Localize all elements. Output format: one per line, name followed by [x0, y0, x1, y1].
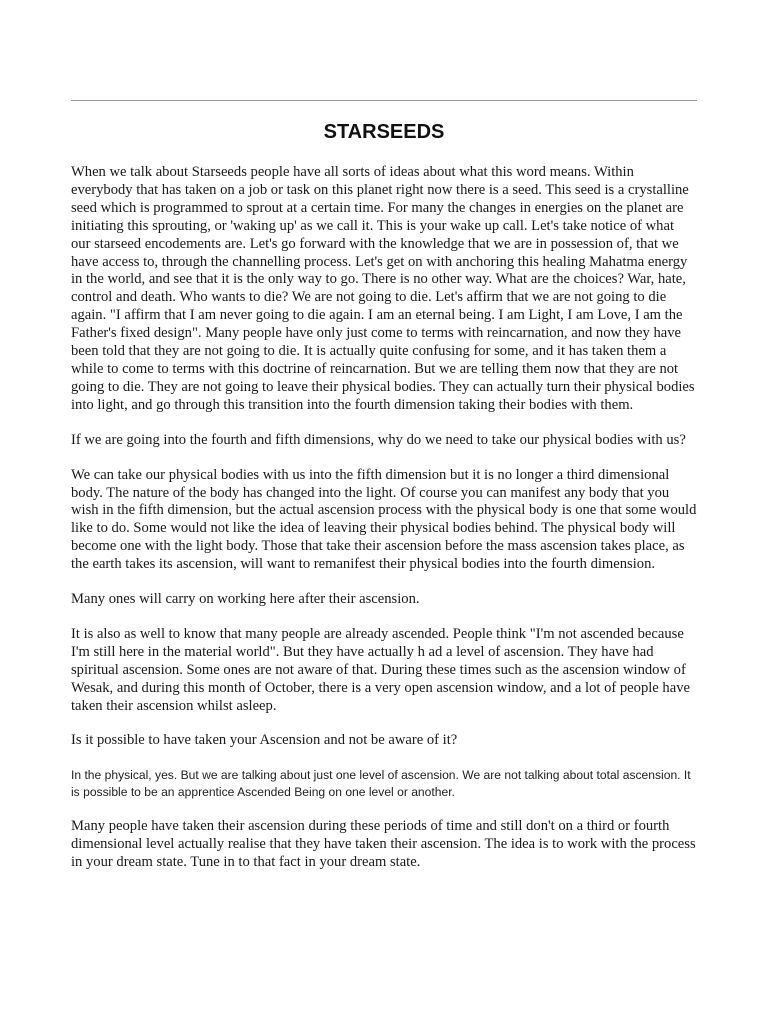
paragraph-answer-dimensions: We can take our physical bodies with us into the fifth dimension but it is no longer a third dimensional body. The nature of the body has changed into the light. Of course you can manifest any body that you wish in the fifth dimension, but the actual ascension process with the physical body is one that some would like to do. Some would not like the idea of leaving their physical bodies behind. The physical body will become one with the light body. Those that take their ascension before the mass ascension takes place, as the earth takes its ascension, will want to remanifest their physical bodies into the fourth dimension. [71, 466, 697, 573]
paragraph-question-awareness: Is it possible to have taken your Ascension and not be aware of it? [71, 732, 458, 749]
paragraph-intro: When we talk about Starseeds people have all sorts of ideas about what this word means. Within everybody that has taken on a job or task on this planet right now there is a seed. This seed is a crystalline seed which is programmed to sprout at a certain time. For many the changes in energies on the planet are initiating this sprouting, or 'waking up' as we call it. This is your wake up call. Let's take notice of what our starseed encodements are. Let's go forward with the knowledge that we are in possession of, that we have access to, through the channelling process. Let's get on with anchoring this healing Mahatma energy in the world, and see that it is the only way to go. There is no other way. What are the choices? War, hate, control and death. Who wants to die? We are not going to die. Let's affirm that we are not going to die again. "I affirm that I am never going to die again. I am an eternal being. I am Light, I am Love, I am the Father's fixed design". Many people have only just come to terms with reincarnation, and now they have been told that they are not going to die. It is actually quite confusing for some, and it has taken them a while to come to terms with this doctrine of reincarnation. But we are telling them now that they are not going to die. They are not going to leave their physical bodies. They can actually turn their physical bodies into light, and go through this transition into the fourth dimension taking their bodies with them. [71, 164, 695, 413]
document-body [71, 164, 697, 889]
paragraph-answer-awareness: In the physical, yes. But we are talking about just one level of ascension. We are not talking about total ascension. It is possible to be an apprentice Ascended Being on one level or another. [71, 768, 691, 799]
page-title: STARSEEDS [323, 121, 445, 143]
paragraph-question-dimensions: If we are going into the fourth and fifth dimensions, why do we need to take our physical bodies with us? [71, 431, 686, 448]
top-divider [71, 100, 697, 101]
paragraph-dream-state: Many people have taken their ascension during these periods of time and still don't on a third or fourth dimensional level actually realise that they have taken their ascension. The idea is to work with the process in your dream state. Tune in to that fact in your dream state. [71, 817, 696, 870]
paragraph-already-ascended: It is also as well to know that many people are already ascended. People think "I'm not ascended because I'm still here in the material world". But they have actually h ad a level of ascension. They have had spiritual ascension. Some ones are not aware of that. During these times such as the ascension window of Wesak, and during this month of October, there is a very open ascension window, and a lot of people have taken their ascension whilst asleep. [71, 625, 690, 714]
paragraph-carry-on: Many ones will carry on working here after their ascension. [71, 591, 420, 608]
